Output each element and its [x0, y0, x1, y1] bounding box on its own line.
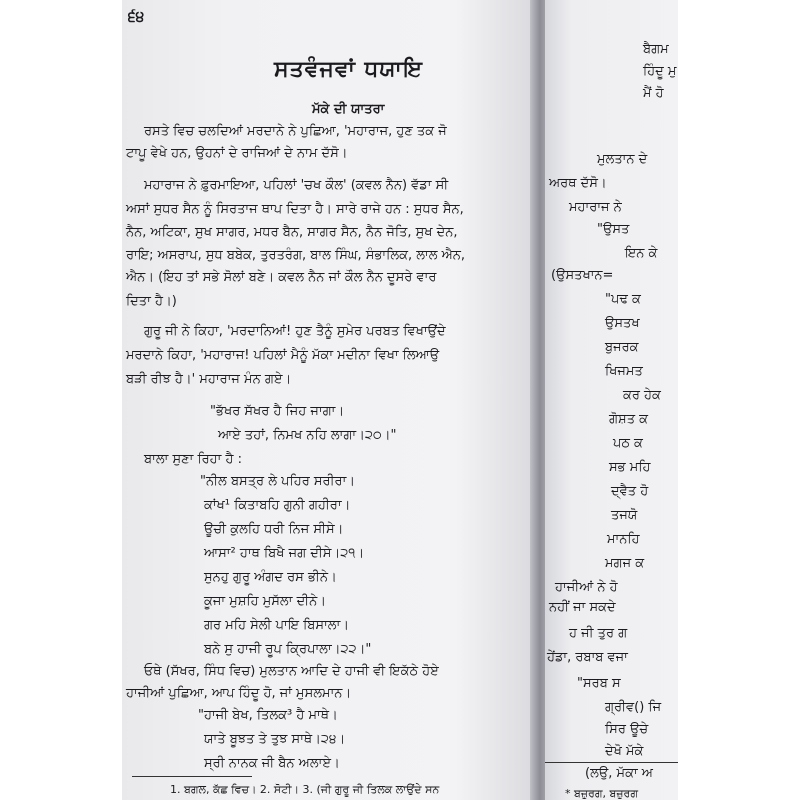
text-line: ਮੈਂ ਹੋ [643, 86, 664, 101]
verse-line: ਗਰ ਮਹਿ ਸੇਲੀ ਪਾਇ ਬਿਸਾਲਾ। [204, 618, 350, 633]
text-line: ਹਾਜੀਆਂ ਪੁਛਿਆ, ਆਪ ਹਿੰਦੂ ਹੋ, ਜਾਂ ਮੁਸਲਮਾਨ। [126, 686, 352, 701]
text-line: ਸਭ ਮਹਿ [609, 460, 651, 475]
footnote-rule [132, 776, 252, 777]
text-line: "ਉਸਤ [597, 222, 630, 237]
text-line: ਹ ਜੀ ਤੁਰ ਗ [569, 626, 628, 641]
text-line: ਗੋਸ਼ਤ ਕ [609, 412, 649, 427]
text-line: ਅਸਾਂ ਸੁਧਰ ਸੈਨ ਨੂੰ ਸਿਰਤਾਜ ਥਾਪ ਦਿਤਾ ਹੈ। ਸਾਰੇ ਰਾਜੇ ਹਨ : ਸੁਧਰ ਸੈਨ, [126, 202, 464, 217]
text-line: ਮਗਜ ਕ [605, 556, 645, 571]
text-line: ਉਸਤਖ [605, 316, 640, 331]
chapter-title: ਸਤਵੰਜਵਾਂ ਧਯਾਇ [274, 57, 423, 82]
verse-line: "ਨੀਲ ਬਸਤ੍ਰ ਲੇ ਪਹਿਰ ਸਰੀਰਾ। [200, 474, 356, 489]
text-line: ਮਹਾਰਾਜ ਨੇ [569, 200, 622, 215]
verse-line: ਆਏ ਤਹਾਂ, ਨਿਮਖ ਨਹਿ ਲਾਗਾ।੨੦।" [218, 428, 397, 443]
text-line: ਰਾਇ; ਅਸਰਾਪ, ਸੁਧ ਬਬੇਕ, ਤੁਰਤਰੰਗ, ਬਾਲ ਸਿੰਘ, ਸੰਭਾਲਿਕ, ਲਾਲ ਐਨ, [126, 248, 466, 263]
text-line: ਦਿਤਾ ਹੈ।) [126, 294, 177, 309]
section-subtitle: ਮੱਕੇ ਦੀ ਯਾਤਰਾ [312, 102, 385, 117]
text-line: ਗੁਰੂ ਜੀ ਨੇ ਕਿਹਾ, 'ਮਰਦਾਨਿਆਂ! ਹੁਣ ਤੈਨੂੰ ਸੁਮੇਰ ਪਰਬਤ ਵਿਖਾਉਂਦੇ [144, 324, 446, 339]
text-line: ਮਰਦਾਨੇ ਕਿਹਾ, 'ਮਹਾਰਾਜ! ਪਹਿਲਾਂ ਮੈਨੂੰ ਮੱਕਾ ਮਦੀਨਾ ਵਿਖਾ ਲਿਆਉ [126, 348, 440, 363]
text-line: ਸਿਰ ਊਚੇ [605, 722, 649, 737]
section-rule [545, 762, 678, 763]
text-line: ਮੁਲਤਾਨ ਦੇ [597, 152, 648, 167]
text-line: ਹੇਂਡਾ, ਰਬਾਬ ਵਜਾ [547, 650, 628, 665]
text-line: ਬਾਲਾ ਸੁਣਾ ਰਿਹਾ ਹੈ : [144, 452, 243, 467]
text-line: ਓਥੇ (ਸੱਖਰ, ਸਿੰਧ ਵਿਚ) ਮੁਲਤਾਨ ਆਦਿ ਦੇ ਹਾਜੀ ਵੀ ਇਕੱਠੇ ਹੋਏ [144, 664, 439, 679]
left-page [122, 0, 540, 800]
text-line: ਰਸਤੇ ਵਿਚ ਚਲਦਿਆਂ ਮਰਦਾਨੇ ਨੇ ਪੁਛਿਆ, 'ਮਹਾਰਾਜ, ਹੁਣ ਤਕ ਜੋ [144, 124, 447, 139]
text-line: ਇਨ ਕੇ [625, 246, 658, 261]
text-line: ਅਰਥ ਦੱਸੋ। [549, 176, 607, 191]
background-right [678, 0, 800, 800]
text-line: ਟਾਪੂ ਵੇਖੇ ਹਨ, ਉਹਨਾਂ ਦੇ ਰਾਜਿਆਂ ਦੇ ਨਾਮ ਦੱਸੋ। [126, 146, 348, 161]
text-line: "ਪਢ ਕ [605, 292, 641, 307]
text-line: ਦੇਖੋ ਮੱਕੇ [605, 744, 644, 759]
verse-line: "ਹਾਜੀ ਬੇਖ, ਤਿਲਕ³ ਹੈ ਮਾਥੇ। [198, 708, 338, 723]
text-line: ਨੈਨ, ਅਟਿਕਾ, ਸੁਖ ਸਾਗਰ, ਮਧਰ ਬੈਨ, ਸਾਗਰ ਸੈਨ, ਨੈਨ ਜੋਤਿ, ਸੁਖ ਦੇਨ, [126, 225, 458, 240]
text-line: ਕਰ ਹੇਕ [623, 388, 661, 403]
text-line: ਤਜਯੋ [611, 508, 638, 523]
text-line: "ਸਰਬ ਸ [577, 676, 621, 691]
verse-line: ਕਾਂਖ¹ ਕਿਤਾਬਹਿ ਗੁਨੀ ਗਹੀਰਾ। [204, 498, 351, 513]
footnote: * ਬਜ਼ੁਰਗ, ਬਜ਼ੁਰਗ [565, 787, 639, 800]
verse-line: ਆਸਾ² ਹਾਥ ਬਿਖੈ ਜਗ ਦੀਸੇ।੨੧। [204, 546, 365, 561]
verse-line: ਕੂਜਾ ਮੁਸ਼ਹਿ ਮੁਸੱਲਾ ਦੀਨੇ। [204, 594, 326, 609]
text-line: ਐਨ। (ਇਹ ਤਾਂ ਸਭੇ ਸੋਲਾਂ ਬਣੇ। ਕਵਲ ਨੈਨ ਜਾਂ ਕੌਲ ਨੈਨ ਦੂਸਰੇ ਵਾਰ [126, 270, 437, 285]
text-line: ਬੜੀ ਰੀਝ ਹੈ।' ਮਹਾਰਾਜ ਮੰਨ ਗਏ। [126, 372, 292, 387]
text-line: ਗ੍ਰੀਵ() ਜਿ [605, 700, 662, 715]
footnote: 1. ਬਗਲ, ਕੱਛ ਵਿਚ। 2. ਸੋਟੀ। 3. (ਜੀ ਗੁਰੂ ਜੀ ਤਿਲਕ ਲਾਉਂਦੇ ਸਨ [170, 783, 440, 796]
text-line: ਹਾਜੀਆਂ ਨੇ ਹੋ [555, 580, 618, 595]
text-line: ਖਿਜਮਤ [605, 364, 643, 379]
page-number: ੬੪ [128, 7, 145, 25]
text-line: ਨਹੀਂ ਜਾ ਸਕਦੇ [549, 600, 616, 615]
verse-line: ਸੁਨਹੁ ਗੁਰੂ ਅੰਗਦ ਰਸ ਭੀਨੇ। [204, 570, 337, 585]
text-line: ਹਿੰਦੂ ਮੁ [643, 64, 677, 79]
right-page [545, 0, 678, 800]
text-line: ਪਠ ਕ [613, 436, 643, 451]
verse-line: ਸ੍ਰੀ ਨਾਨਕ ਜੀ ਬੈਨ ਅਲਾਏ। [204, 756, 340, 771]
background-left [0, 0, 122, 800]
text-line: ਮਹਾਰਾਜ ਨੇ ਫ਼ੁਰਮਾਇਆ, ਪਹਿਲਾਂ 'ਚਖ ਕੌਲ' (ਕਵਲ ਨੈਨ) ਵੱਡਾ ਸੀ [144, 178, 449, 193]
text-line: (ਉਸਤਖਾਨ= [551, 268, 614, 283]
text-line: ਮਾਨਹਿ [607, 532, 640, 547]
verse-line: "ਭੱਖਰ ਸੱਖਰ ਹੈ ਜਿਹ ਜਾਗਾ। [210, 404, 345, 419]
text-line: ਦ੍ਵੈਤ ਹੋ [611, 484, 649, 499]
verse-line: ਊਚੀ ਕੁਲਹਿ ਧਰੀ ਨਿਜ ਸੀਸੇ। [204, 522, 344, 537]
verse-line: ਯਾਤੇ ਬੂਝਤ ਤੇ ਤੁਝ ਸਾਥੇ।੨੪। [204, 732, 346, 747]
verse-line: ਬਨੇ ਸੁ ਹਾਜੀ ਰੂਪ ਕ੍ਰਿਪਾਲਾ।੨੨।" [204, 642, 372, 657]
text-line: ਬੁਜਰਕ [605, 340, 639, 355]
text-line: (ਲਉ, ਮੱਕਾ ਅ [585, 766, 653, 781]
text-line: ਬੈਗਮ [643, 42, 669, 57]
